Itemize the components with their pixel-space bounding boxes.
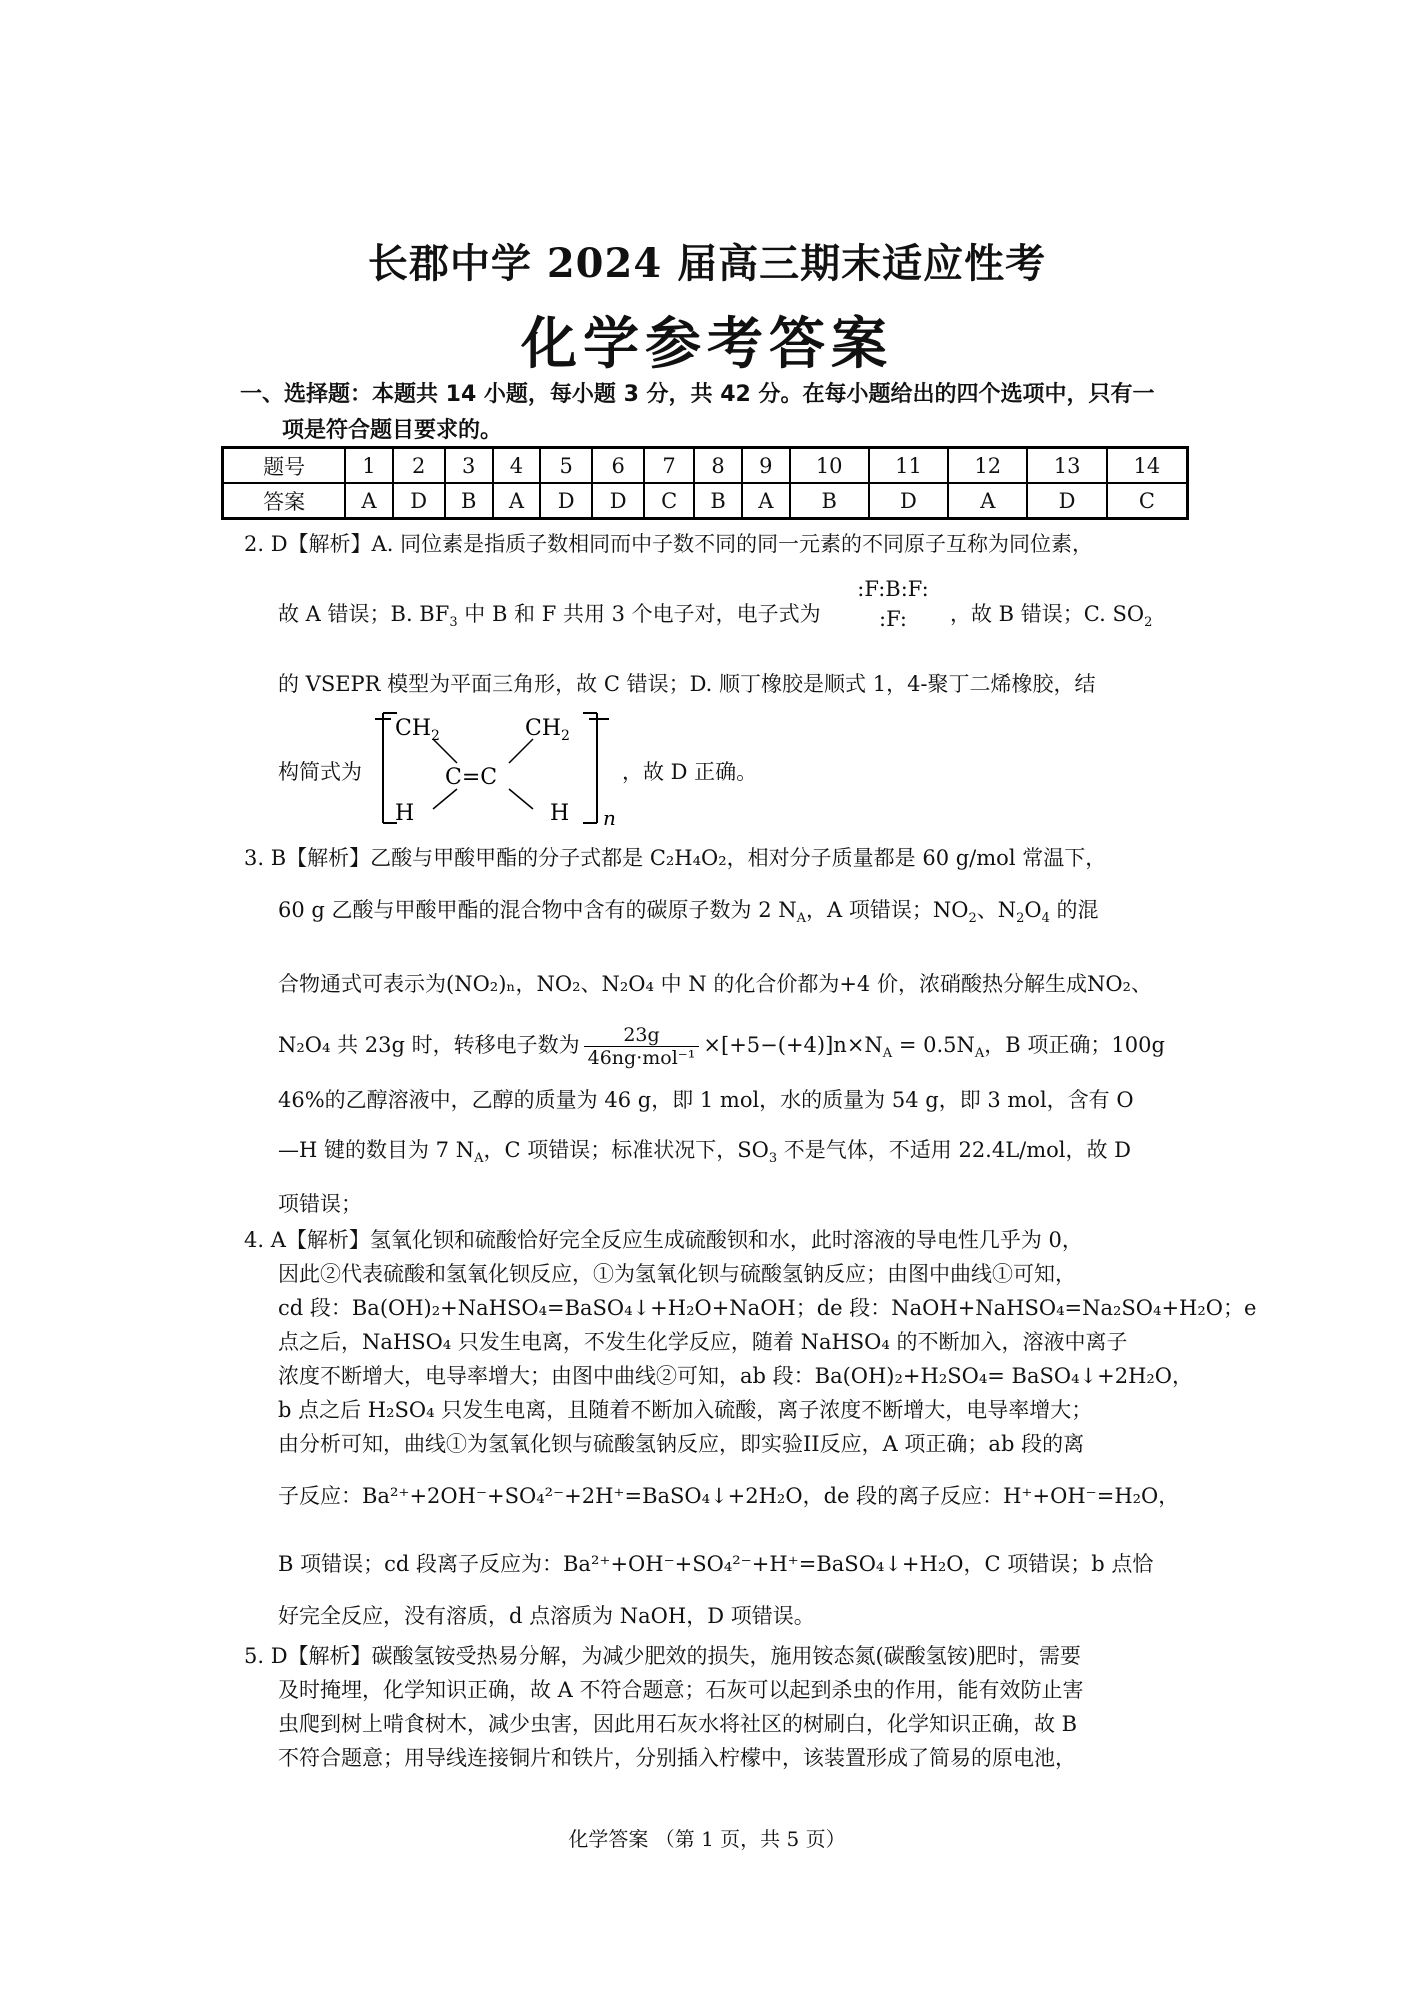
q3-text: —H 键的数目为 7 N xyxy=(278,1138,475,1162)
row-label: 题号 xyxy=(223,448,346,484)
q4-line9: B 项错误；cd 段离子反应为：Ba²⁺+OH⁻+SO₄²⁻+H⁺=BaSO₄↓+H₂O，C 项错误；b 点恰 xyxy=(278,1552,1154,1576)
q4-line1: 4. A【解析】氢氧化钡和硫酸恰好完全反应生成硫酸钡和水，此时溶液的导电性几乎为 0， xyxy=(244,1228,1083,1252)
q2-text: 中 B 和 F 共用 3 个电子对，电子式为 xyxy=(457,602,821,626)
subscript: 4 xyxy=(1041,911,1050,927)
answer-cell: B xyxy=(694,483,742,519)
q3-text: 60 g 乙酸与甲酸甲酯的混合物中含有的碳原子数为 2 N xyxy=(278,898,797,922)
q3-line3: 合物通式可表示为(NO₂)ₙ，NO₂、N₂O₄ 中 N 的化合价都为+4 价，浓硝酸热分解生成NO₂、 xyxy=(278,972,1152,996)
q3-text: ，A 项错误；NO xyxy=(806,898,969,922)
question-number: 2 xyxy=(393,448,445,484)
answer-cell: A xyxy=(345,483,392,519)
h-left: H xyxy=(395,801,415,826)
ch2-left: $CH_2$ xyxy=(395,716,440,744)
q3-text: ，C 项错误；标准状况下，SO xyxy=(483,1138,769,1162)
q2-line2 xyxy=(278,598,821,630)
answer-cell: A xyxy=(742,483,789,519)
question-number: 7 xyxy=(644,448,694,484)
q3-line4 xyxy=(278,1024,1165,1069)
q3-text: ，B 项正确；100g xyxy=(984,1033,1165,1057)
subscript: 2 xyxy=(1144,615,1153,631)
lewis-top: :F:B:F: xyxy=(857,577,929,601)
q2-text: 故 A 错误；B. BF xyxy=(278,602,450,626)
q3-text: O xyxy=(1024,898,1042,922)
subscript: A xyxy=(796,911,806,927)
q3-text: 、N xyxy=(976,898,1017,922)
subscript: 2 xyxy=(968,911,977,927)
q3-line2 xyxy=(278,894,1099,926)
answer-cell: C xyxy=(1107,483,1188,519)
page-footer: 化学答案 （第 1 页，共 5 页） xyxy=(568,1827,846,1851)
q5-line2: 及时掩埋，化学知识正确，故 A 不符合题意；石灰可以起到杀虫的作用，能有效防止害 xyxy=(278,1678,1084,1702)
q4-line6: b 点之后 H₂SO₄ 只发生电离，且随着不断加入硫酸，离子浓度不断增大，电导率增大； xyxy=(278,1398,1093,1422)
q4-line7: 由分析可知，曲线①为氢氧化钡与硫酸氢钠反应，即实验II反应，A 项正确；ab 段的离 xyxy=(278,1432,1085,1456)
q4-line3: cd 段：Ba(OH)₂+NaHSO₄=BaSO₄↓+H₂O+NaOH；de 段：NaOH+NaHSO₄=Na₂SO₄+H₂O；e xyxy=(278,1296,1257,1320)
subscript: 3 xyxy=(449,615,458,631)
h-right: H xyxy=(550,801,570,826)
q3-text: 的混 xyxy=(1049,898,1099,922)
question-number: 12 xyxy=(948,448,1027,484)
answer-cell: B xyxy=(445,483,493,519)
q3-line7: 项错误； xyxy=(278,1192,362,1216)
exam-title: 长郡中学 2024 届高三期末适应性考 xyxy=(367,240,1047,287)
q4-line4: 点之后，NaHSO₄ 只发生电离，不发生化学反应，随着 NaHSO₄ 的不断加入，溶液中离子 xyxy=(278,1330,1128,1354)
answer-cell: D xyxy=(592,483,644,519)
ch2-right: $CH_2$ xyxy=(525,716,570,744)
section-heading-line1: 一、选择题：本题共 14 小题，每小题 3 分，共 42 分。在每小题给出的四个选项中，只有一 xyxy=(240,382,1155,407)
answer-cell: D xyxy=(540,483,592,519)
q5-line4: 不符合题意；用导线连接铜片和铁片，分别插入柠檬中，该装置形成了简易的原电池， xyxy=(278,1746,1076,1770)
question-number: 8 xyxy=(694,448,742,484)
q4-line5: 浓度不断增大，电导率增大；由图中曲线②可知，ab 段：Ba(OH)₂+H₂SO₄= BaSO₄↓+2H₂O， xyxy=(278,1364,1194,1388)
table-row-numbers xyxy=(223,448,1188,484)
row-label: 答案 xyxy=(223,483,346,519)
subscript: 2 xyxy=(1016,911,1025,927)
q3-line5: 46%的乙醇溶液中，乙醇的质量为 46 g，即 1 mol，水的质量为 54 g，即 3 mol，含有 O xyxy=(278,1088,1134,1112)
answer-cell: B xyxy=(790,483,869,519)
polybutadiene-structure xyxy=(375,705,635,830)
section-heading-line2: 项是符合题目要求的。 xyxy=(282,418,503,443)
answer-cell: D xyxy=(393,483,445,519)
question-number: 13 xyxy=(1027,448,1106,484)
question-number: 1 xyxy=(345,448,392,484)
question-number: 5 xyxy=(540,448,592,484)
fraction xyxy=(584,1024,700,1069)
q4-line2: 因此②代表硫酸和氢氧化钡反应，①为氢氧化钡与硫酸氢钠反应；由图中曲线①可知， xyxy=(278,1262,1076,1286)
answer-table xyxy=(221,446,1189,520)
subscript: 3 xyxy=(768,1151,778,1167)
subscript: A xyxy=(974,1046,985,1062)
subscript: A xyxy=(474,1151,484,1167)
subscript: A xyxy=(882,1046,893,1062)
question-number: 11 xyxy=(869,448,948,484)
q2-line2b xyxy=(950,598,1152,630)
lewis-bottom: :F: xyxy=(879,607,907,631)
fraction-numerator: 23g xyxy=(584,1024,700,1047)
q2-line4a: 构简式为 xyxy=(278,760,362,784)
question-number: 6 xyxy=(592,448,644,484)
repeat-n: n xyxy=(603,806,616,830)
answer-cell: D xyxy=(869,483,948,519)
q4-line10: 好完全反应，没有溶质，d 点溶质为 NaOH，D 项错误。 xyxy=(278,1604,815,1628)
q2-line3: 的 VSEPR 模型为平面三角形，故 C 错误；D. 顺丁橡胶是顺式 1，4-聚丁二烯橡胶，结 xyxy=(278,672,1096,696)
q2-line4b: ，故 D 正确。 xyxy=(622,760,758,784)
question-number: 14 xyxy=(1107,448,1188,484)
q5-line3: 虫爬到树上啃食树木，减少虫害，因此用石灰水将社区的树刷白，化学知识正确，故 B xyxy=(278,1712,1078,1736)
q3-text: = 0.5N xyxy=(892,1033,975,1057)
q2-text: ，故 B 错误；C. SO xyxy=(950,602,1145,626)
q3-line6 xyxy=(278,1134,1131,1166)
question-number: 9 xyxy=(742,448,789,484)
page-title: 化学参考答案 xyxy=(521,312,893,377)
q3-text: ×[+5−(+4)]n×N xyxy=(703,1033,883,1057)
q2-line1: 2. D【解析】A. 同位素是指质子数相同而中子数不同的同一元素的不同原子互称为同位素， xyxy=(244,532,1094,556)
answer-cell: C xyxy=(644,483,694,519)
q4-line8: 子反应：Ba²⁺+2OH⁻+SO₄²⁻+2H⁺=BaSO₄↓+2H₂O，de 段的离子反应：H⁺+OH⁻=H₂O， xyxy=(278,1484,1180,1508)
double-bond-cc: C=C xyxy=(445,765,498,790)
bf3-lewis-structure xyxy=(838,574,948,638)
table-row-answers xyxy=(223,483,1188,519)
section-heading xyxy=(240,377,1190,449)
question-number: 3 xyxy=(445,448,493,484)
q3-line1: 3. B【解析】乙酸与甲酸甲酯的分子式都是 C₂H₄O₂，相对分子质量都是 60 g/mol 常温下， xyxy=(244,846,1107,870)
q3-text: 不是气体，不适用 22.4L/mol，故 D xyxy=(777,1138,1132,1162)
question-number: 4 xyxy=(493,448,540,484)
q5-line1: 5. D【解析】碳酸氢铵受热易分解，为减少肥效的损失，施用铵态氮(碳酸氢铵)肥时，需要 xyxy=(244,1644,1081,1668)
answer-cell: A xyxy=(493,483,540,519)
answer-cell: A xyxy=(948,483,1027,519)
answer-cell: D xyxy=(1027,483,1106,519)
q3-text: N₂O₄ 共 23g 时，转移电子数为 xyxy=(278,1033,580,1057)
question-number: 10 xyxy=(790,448,869,484)
fraction-denominator: 46ng·mol⁻¹ xyxy=(587,1047,696,1069)
